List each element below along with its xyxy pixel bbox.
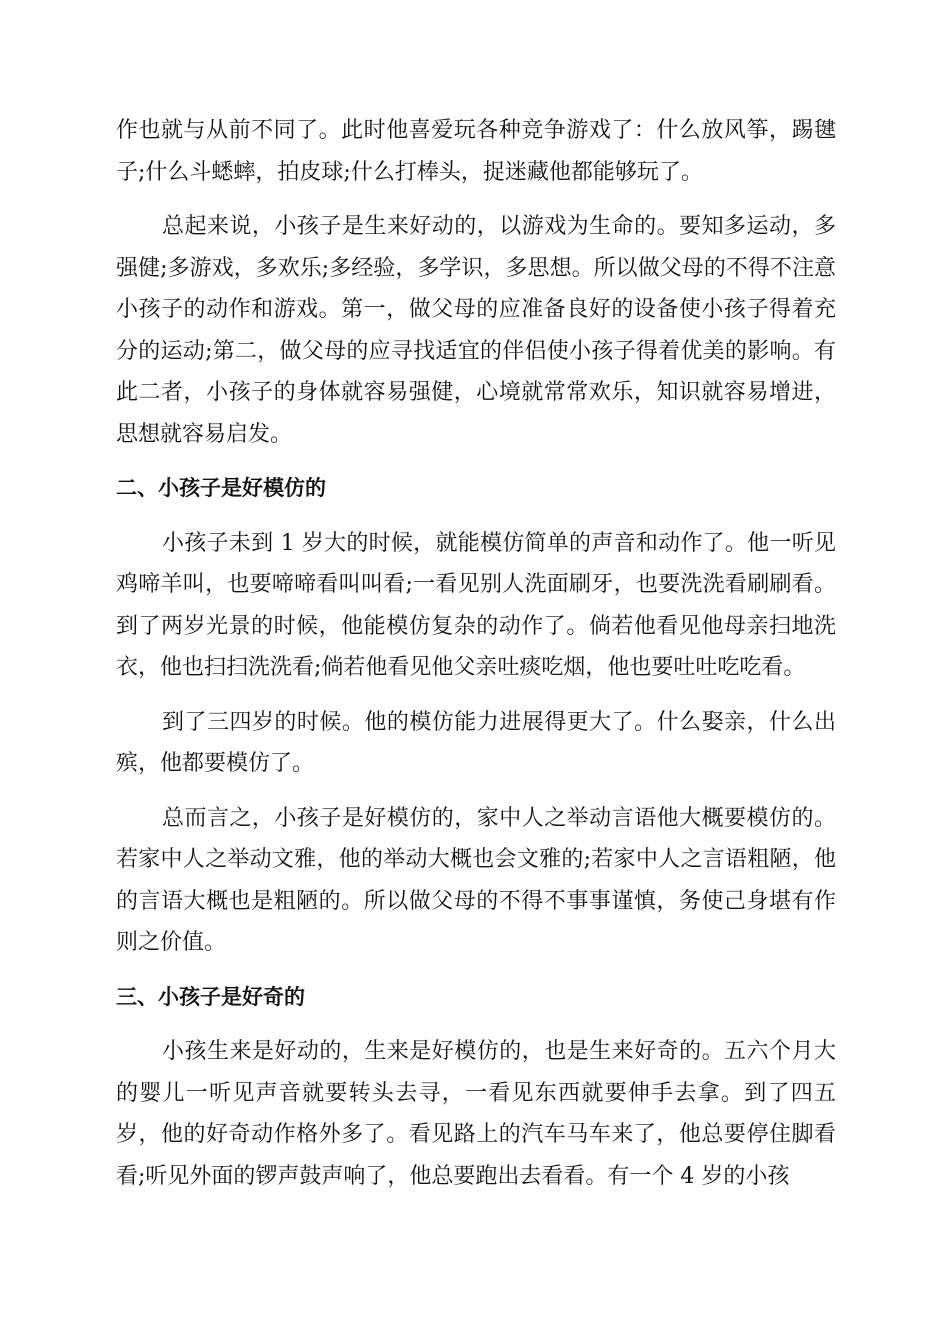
paragraph-imitation-later: 到了三四岁的时候。他的模仿能力进展得更大了。什么娶亲，什么出殡，他都要模仿了。 — [116, 709, 836, 776]
section-heading-curiosity: 三、小孩子是好奇的 — [116, 984, 305, 1009]
paragraph-curiosity: 小孩生来是好动的，生来是好模仿的，也是生来好奇的。五六个月大的婴儿一听见声音就要转头去寻，一看见东西就要伸手去拿。到了四五岁，他的好奇动作格外多了。看见路上的汽车马车来了，他总要停住脚看看;听见外面的锣声鼓声响了，他总要跑出去看看。有一个 4 岁的小孩 — [116, 1039, 836, 1189]
paragraph-imitation-summary: 总而言之，小孩子是好模仿的，家中人之举动言语他大概要模仿的。若家中人之举动文雅，他的举动大概也会文雅的;若家中人之言语粗陋，他的言语大概也是粗陋的。所以做父母的不得不事事谨慎，务使己身堪有作则之价值。 — [116, 805, 836, 955]
paragraph-imitation-early: 小孩子未到 1 岁大的时候，就能模仿简单的声音和动作了。他一听见鸡啼羊叫，也要啼啼看叫叫看;一看见别人洗面刷牙，也要洗洗看刷刷看。到了两岁光景的时候，他能模仿复杂的动作了。倘若他看见他母亲扫地洗衣，他也扫扫洗洗看;倘若他看见他父亲吐痰吃烟，他也要吐吐吃吃看。 — [116, 530, 836, 680]
section-heading-imitation: 二、小孩子是好模仿的 — [116, 476, 326, 500]
paragraph-summary-play: 总起来说，小孩子是生来好动的，以游戏为生命的。要知多运动，多强健;多游戏，多欢乐;多经验，多学识，多思想。所以做父母的不得不注意小孩子的动作和游戏。第一，做父母的应准备良好的设备使小孩子得着充分的运动;第二，做父母的应寻找适宜的伴侣使小孩子得着优美的影响。有此二者，小孩子的身体就容易强健，心境就常常欢乐，知识就容易增进，思想就容易启发。 — [116, 214, 836, 447]
document-page — [116, 110, 836, 1210]
paragraph-continuation: 作也就与从前不同了。此时他喜爱玩各种竞争游戏了：什么放风筝，踢毽子;什么斗蟋蟀，拍皮球;什么打棒头，捉迷藏他都能够玩了。 — [116, 118, 836, 185]
